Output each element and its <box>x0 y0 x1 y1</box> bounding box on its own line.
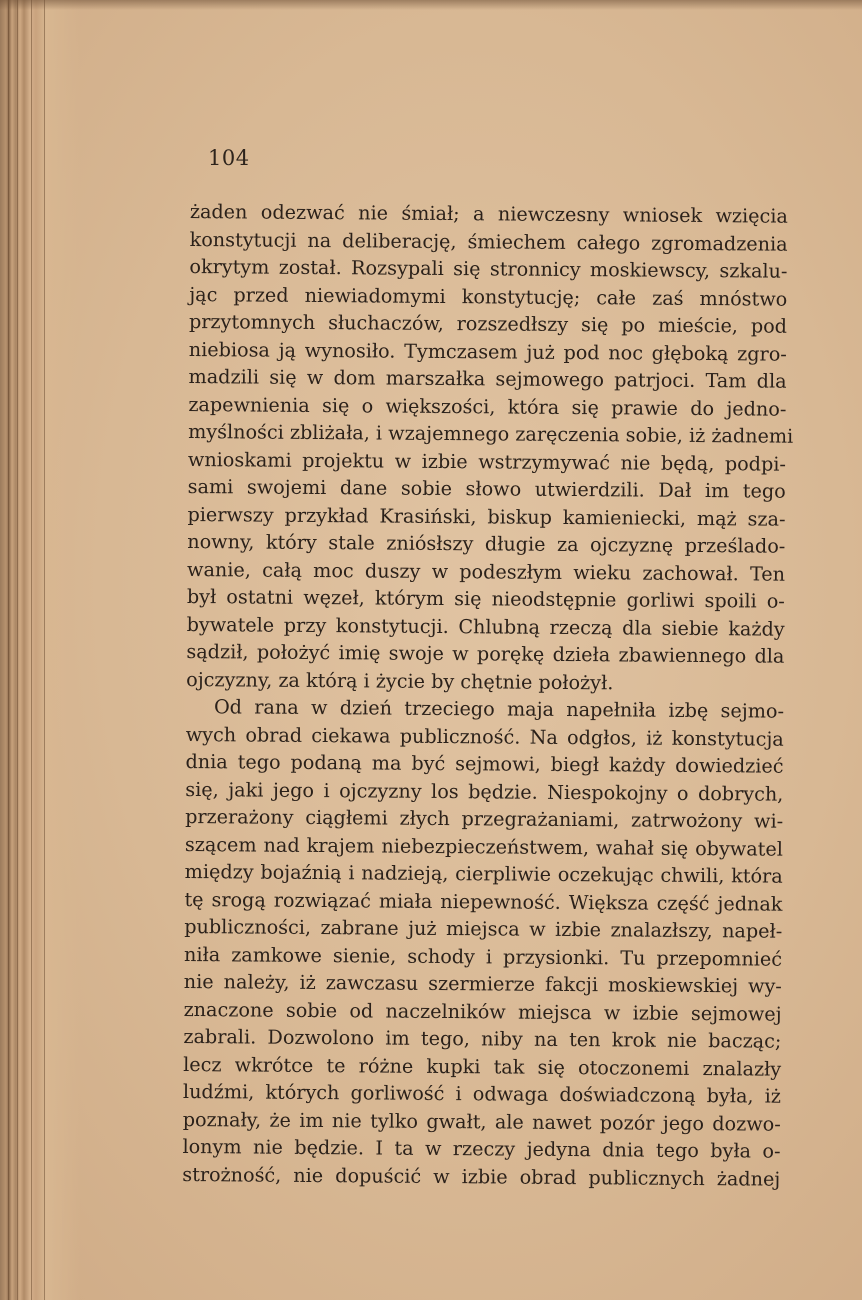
page-number: 104 <box>208 146 250 170</box>
text-line: lecz wkrótce te różne kupki tak się otoczonemi znalazły <box>183 1052 782 1081</box>
text-line: madzili się w dom marszałka sejmowego patrjoci. Tam dla <box>188 364 787 393</box>
text-line: tę srogą rozwiązać miała niepewność. Większa część jednak <box>184 887 783 916</box>
text-line: szącem nad krajem niebezpieczeństwem, wahał się obywatel <box>184 832 783 861</box>
top-edge-shadow <box>0 0 862 10</box>
text-line: lonym nie będzie. I ta w rzeczy jedyna dnia tego była o- <box>182 1134 781 1163</box>
text-line: jąc przed niewiadomymi konstytucję; całe zaś mnóstwo <box>189 282 788 311</box>
page-edge-line <box>31 0 32 1300</box>
text-line: wanie, całą moc duszy w podeszłym wieku zachował. Ten <box>186 557 786 586</box>
text-line: pierwszy przykład Krasiński, biskup kamieniecki, mąż sza- <box>187 502 786 531</box>
text-line: sądził, położyć imię swoje w porękę dzieła zbawiennego dla <box>186 639 785 668</box>
text-line: Od rana w dzień trzeciego maja napełniła izbę sejmo- <box>213 695 785 723</box>
text-line: dnia tego podaną ma być sejmowi, biegł każdy dowiedzieć <box>185 749 784 778</box>
text-line: ludźmi, których gorliwość i odwaga doświadczoną była, iż <box>182 1079 782 1108</box>
text-line: niła zamkowe sienie, schody i przysionki. Tu przepomnieć <box>183 942 783 971</box>
text-line: poznały, że im nie tylko gwałt, ale nawet pozór jego dozwo- <box>182 1107 781 1136</box>
text-line: publiczności, zabrane już miejsca w izbie znalazłszy, napeł- <box>184 914 783 943</box>
text-line: konstytucji na deliberację, śmiechem całego zgromadzenia <box>189 227 788 256</box>
text-line: nowny, który stale zniósłszy długie za ojczyznę prześlado- <box>187 529 786 558</box>
text-line: znaczone sobie od naczelników miejsca w izbie sejmowej <box>183 997 782 1026</box>
text-line: wnioskami projektu w izbie wstrzymywać nie będą, podpi- <box>187 447 787 476</box>
text-line: przytomnych słuchaczów, rozszedłszy się po mieście, pod <box>188 309 788 338</box>
text-line: żaden odezwać nie śmiał; a niewczesny wniosek wzięcia <box>189 199 788 228</box>
text-line: zapewnienia się o większości, która się prawie do jedno- <box>188 392 787 421</box>
text-line: ojczyzny, za którą i życie by chętnie położył. <box>186 667 614 694</box>
text-line: bywatele przy konstytucji. Chlubną rzeczą dla siebie każdy <box>186 612 785 641</box>
page-gutter <box>0 0 80 1300</box>
page-edge-line <box>44 0 45 1300</box>
text-line: się, jaki jego i ojczyzny los będzie. Niespokojny o dobrych, <box>185 777 784 806</box>
text-line: był ostatni węzeł, którym się nieodstępnie gorliwi spoili o- <box>186 584 785 613</box>
text-line: przerażony ciągłemi złych przegrażaniami, zatrwożony wi- <box>185 804 784 833</box>
text-line: strożność, nie dopuścić w izbie obrad publicznych żadnej <box>182 1162 781 1191</box>
text-line: między bojaźnią i nadzieją, cierpliwie oczekując chwili, która <box>184 859 783 888</box>
text-line: nie należy, iż zawczasu szermierze fakcji moskiewskiej wy- <box>183 969 782 998</box>
text-line: zabrali. Dozwolono im tego, niby na ten krok nie bacząc; <box>183 1024 782 1053</box>
page-edge-line <box>17 0 18 1300</box>
text-line: niebiosa ją wynosiło. Tymczasem już pod noc głęboką zgro- <box>188 337 787 366</box>
text-line: wych obrad ciekawa publiczność. Na odgłos, iż konstytucja <box>185 722 784 751</box>
text-line: okrytym został. Rozsypali się stronnicy moskiewscy, szkalu- <box>189 254 788 283</box>
page-edge-line <box>8 0 9 1300</box>
text-line: myślności zbliżała, i wzajemnego zaręczenia sobie, iż żadnemi <box>188 419 794 448</box>
body-text <box>182 198 794 1193</box>
text-line: sami swojemi dane sobie słowo utwierdzili. Dał im tego <box>187 474 786 503</box>
